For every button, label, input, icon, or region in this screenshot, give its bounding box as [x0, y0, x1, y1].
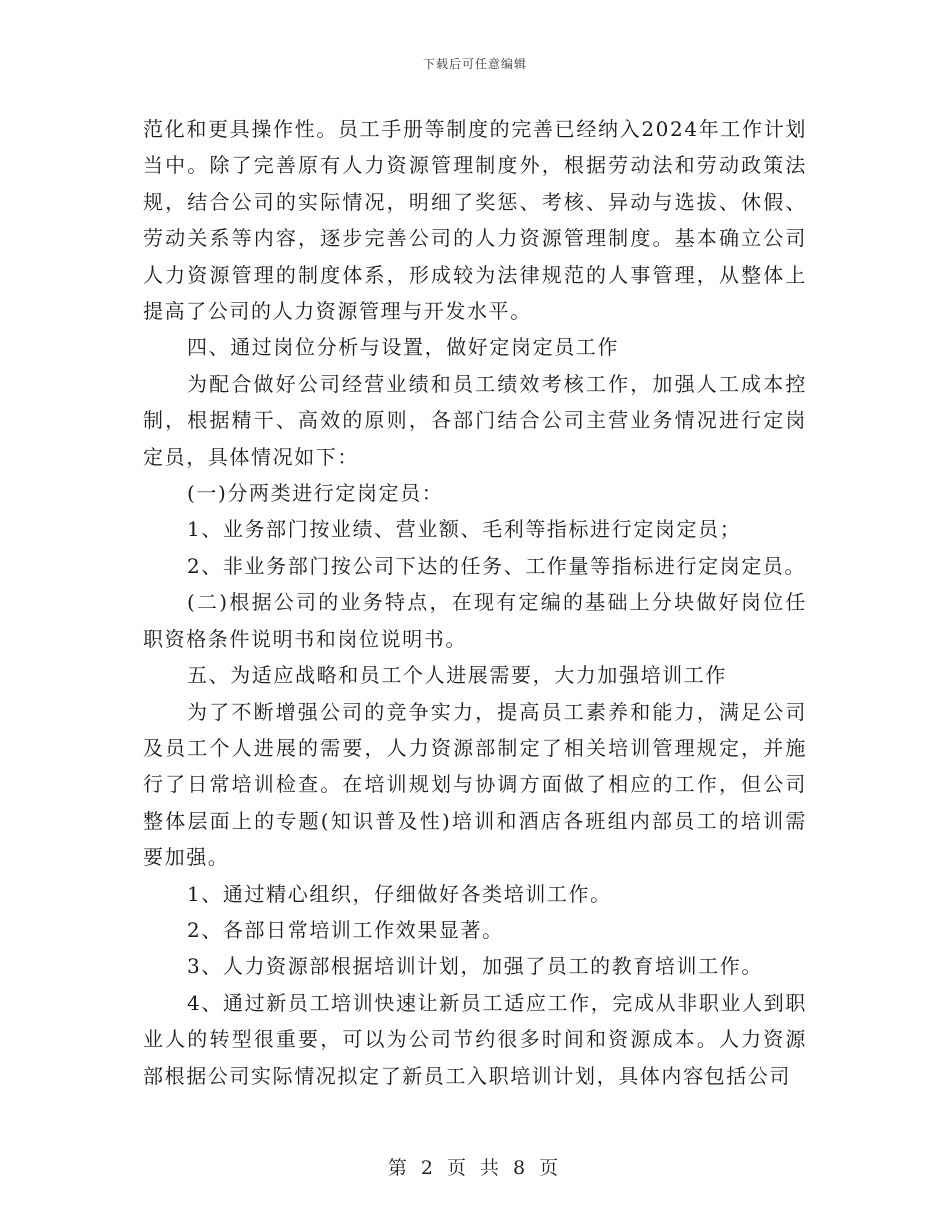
- section-heading-4: 四、通过岗位分析与设置，做好定岗定员工作: [187, 335, 619, 360]
- paragraph-1: 范化和更具操作性。员工手册等制度的完善已经纳入2024年工作计划当中。除了完善原有人力资源管理制度外，根据劳动法和劳动政策法规，结合公司的实际情况，明细了奖惩、考核、异动与选拔、休假、劳动关系等内容，逐步完善公司的人力资源管理制度。基本确立公司人力资源管理的制度体系，形成较为法律规范的人事管理，从整体上提高了公司的人力资源管理与开发水平。: [143, 117, 807, 324]
- section-heading-5: 五、为适应战略和员工个人进展需要，大力加强培训工作: [187, 663, 727, 688]
- list-item: 4、通过新员工培训快速让新员工适应工作，完成从非职业人到职业人的转型很重要，可以为公司节约很多时间和资源成本。人力资源部根据公司实际情况拟定了新员工入职培训计划，具体内容包括公司: [143, 990, 807, 1088]
- paragraph-2: 为配合做好公司经营业绩和员工绩效考核工作，加强人工成本控制，根据精干、高效的原则，各部门结合公司主营业务情况进行定岗定员，具体情况如下：: [143, 371, 807, 469]
- list-item: 3、人力资源部根据培训计划，加强了员工的教育培训工作。: [187, 954, 763, 979]
- sub-heading-2: (二)根据公司的业务特点，在现有定编的基础上分块做好岗位任职资格条件说明书和岗位说明书。: [143, 590, 807, 651]
- header-note: 下载后可任意编辑: [422, 57, 527, 71]
- list-item: 1、业务部门按业绩、营业额、毛利等指标进行定岗定员；: [187, 517, 742, 542]
- list-item: 2、各部日常培训工作效果显著。: [187, 917, 504, 942]
- page-number: 第 2 页 共 8 页: [387, 1157, 563, 1179]
- paragraph-3: 为了不断增强公司的竞争实力，提高员工素养和能力，满足公司及员工个人进展的需要，人力资源部制定了相关培训管理规定，并施行了日常培训检查。在培训规划与协调方面做了相应的工作，但公司整体层面上的专题(知识普及性)培训和酒店各班组内部员工的培训需要加强。: [143, 699, 807, 870]
- sub-heading-1: (一)分两类进行定岗定员：: [187, 481, 444, 506]
- list-item: 2、非业务部门按公司下达的任务、工作量等指标进行定岗定员。: [187, 553, 807, 578]
- list-item: 1、通过精心组织，仔细做好各类培训工作。: [187, 881, 612, 906]
- document-body: [143, 111, 807, 1094]
